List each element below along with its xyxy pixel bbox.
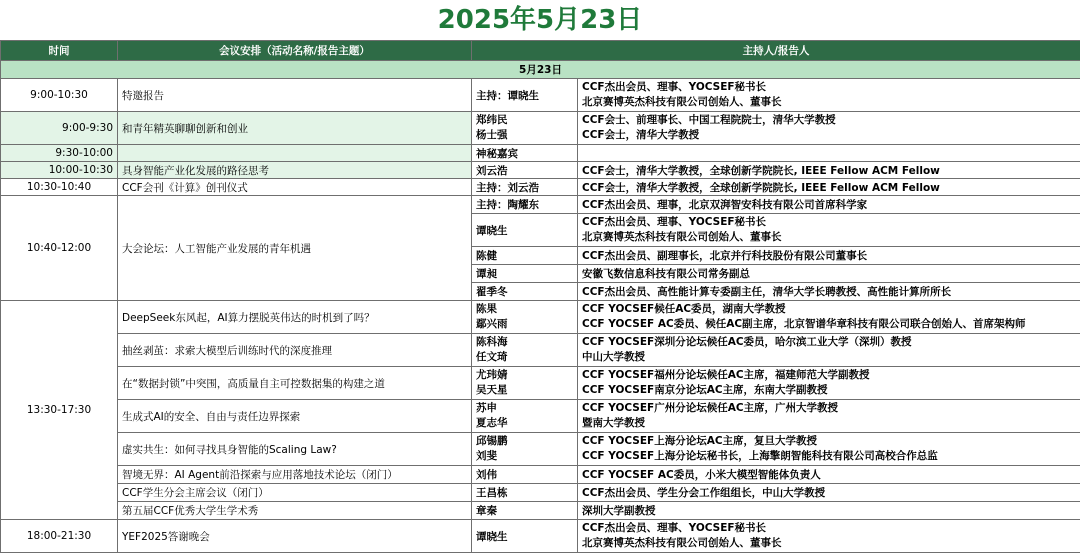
host-title-line: 暨南大学教授 bbox=[582, 417, 645, 429]
host-title-line: CCF YOCSEF上海分论坛秘书长，上海擎朗智能科技有限公司高校合作总监 bbox=[582, 450, 938, 462]
host-title-cell: CCF杰出会员、理事，北京双湃智安科技有限公司首席科学家 bbox=[578, 196, 1080, 214]
table-row bbox=[1, 334, 1080, 367]
host-title-cell bbox=[578, 112, 1080, 145]
host-title-line: CCF杰出会员、理事、YOCSEF秘书长 bbox=[582, 521, 767, 534]
host-title-line: CCF会士、前理事长、中国工程院院士，清华大学教授 bbox=[582, 113, 836, 126]
host-title-cell: CCF YOCSEF AC委员，小米大模型智能体负责人 bbox=[578, 466, 1080, 484]
day-label: 5月23日 bbox=[1, 61, 1080, 79]
host-title-line: CCF YOCSEF福州分论坛候任AC主席，福建师范大学副教授 bbox=[582, 368, 870, 381]
host-name-cell: 谭晓生 bbox=[472, 520, 578, 553]
agenda-cell: YEF2025答谢晚会 bbox=[118, 520, 472, 553]
table-row bbox=[1, 433, 1080, 466]
host-title-cell: CCF杰出会员、副理事长，北京并行科技股份有限公司董事长 bbox=[578, 247, 1080, 265]
time-cell: 13:30-17:30 bbox=[1, 301, 118, 520]
host-name-line: 夏志华 bbox=[476, 417, 508, 429]
host-title-line: 北京赛博英杰科技有限公司创始人、董事长 bbox=[582, 537, 782, 549]
host-title-line: CCF YOCSEF广州分论坛候任AC主席，广州大学教授 bbox=[582, 401, 839, 414]
header-agenda: 会议安排（活动名称/报告主题） bbox=[118, 41, 472, 61]
host-name-line: 尤玮婧 bbox=[476, 368, 508, 381]
host-name-line: 鄢兴雨 bbox=[476, 318, 508, 330]
host-title-line: CCF杰出会员、理事、YOCSEF秘书长 bbox=[582, 215, 767, 228]
host-title-cell bbox=[578, 145, 1080, 162]
host-name-cell: 谭昶 bbox=[472, 265, 578, 283]
host-title-cell bbox=[578, 367, 1080, 400]
page-title: 2025年5月23日 bbox=[437, 5, 643, 35]
host-title-cell bbox=[578, 214, 1080, 247]
host-title-line: 北京赛博英杰科技有限公司创始人、董事长 bbox=[582, 231, 782, 243]
host-name-cell: 主持：陶耀东 bbox=[472, 196, 578, 214]
table-row bbox=[1, 367, 1080, 400]
host-title-cell bbox=[578, 400, 1080, 433]
host-name-line: 刘斐 bbox=[476, 450, 497, 462]
host-title-line: CCF YOCSEF候任AC委员，湖南大学教授 bbox=[582, 302, 786, 315]
time-cell: 18:00-21:30 bbox=[1, 520, 118, 553]
table-row bbox=[1, 179, 1080, 196]
time-cell: 9:00-10:30 bbox=[1, 79, 118, 112]
host-title-cell bbox=[578, 520, 1080, 553]
agenda-cell: 在“数据封锁”中突围，高质量自主可控数据集的构建之道 bbox=[118, 367, 472, 400]
agenda-cell: CCF会刊《计算》创刊仪式 bbox=[118, 179, 472, 196]
agenda-cell: 和青年精英聊聊创新和创业 bbox=[118, 112, 472, 145]
host-title-line: 北京赛博英杰科技有限公司创始人、董事长 bbox=[582, 96, 782, 108]
host-title-cell bbox=[578, 79, 1080, 112]
host-name-line: 杨士强 bbox=[476, 129, 508, 141]
agenda-cell: CCF学生分会主席会议（闭门） bbox=[118, 484, 472, 502]
host-title-cell bbox=[578, 301, 1080, 334]
host-name-line: 任文琦 bbox=[476, 351, 508, 363]
header-host: 主持人/报告人 bbox=[472, 41, 1080, 61]
host-title-line: CCF YOCSEF南京分论坛AC主席，东南大学副教授 bbox=[582, 384, 828, 396]
agenda-cell: 第五届CCF优秀大学生学术秀 bbox=[118, 502, 472, 520]
host-title-cell: CCF会士，清华大学教授，全球创新学院院长, IEEE Fellow ACM Fellow bbox=[578, 179, 1080, 196]
host-title-line: CCF YOCSEF上海分论坛AC主席，复旦大学教授 bbox=[582, 434, 818, 447]
host-name-line: 邱锡鹏 bbox=[476, 434, 508, 447]
header-row bbox=[1, 41, 1080, 61]
table-row bbox=[1, 112, 1080, 145]
agenda-cell: 生成式AI的安全、自由与责任边界探索 bbox=[118, 400, 472, 433]
host-name-line: 陈科海 bbox=[476, 335, 508, 348]
host-name-line: 陈果 bbox=[476, 302, 497, 315]
table-row bbox=[1, 79, 1080, 112]
agenda-cell: DeepSeek东风起，AI算力摆脱英伟达的时机到了吗？ bbox=[118, 301, 472, 334]
host-title-line: CCF杰出会员、理事、YOCSEF秘书长 bbox=[582, 80, 767, 93]
host-name-line: 吴天星 bbox=[476, 384, 508, 396]
host-title-cell bbox=[578, 433, 1080, 466]
host-title-cell: 深圳大学副教授 bbox=[578, 502, 1080, 520]
host-name-cell: 主持：谭晓生 bbox=[472, 79, 578, 112]
host-name-cell: 陈健 bbox=[472, 247, 578, 265]
host-name-cell: 谭晓生 bbox=[472, 214, 578, 247]
host-name-cell: 神秘嘉宾 bbox=[472, 145, 578, 162]
host-name-cell: 刘伟 bbox=[472, 466, 578, 484]
table-row bbox=[1, 196, 1080, 214]
host-title-line: CCF会士，清华大学教授 bbox=[582, 129, 700, 141]
agenda-cell: 抽丝剥茧：求索大模型后训练时代的深度推理 bbox=[118, 334, 472, 367]
agenda-cell: 大会论坛：人工智能产业发展的青年机遇 bbox=[118, 196, 472, 301]
host-title-line: 中山大学教授 bbox=[582, 351, 645, 363]
host-name-cell bbox=[472, 334, 578, 367]
host-name-cell bbox=[472, 433, 578, 466]
host-title-cell: CCF会士，清华大学教授，全球创新学院院长, IEEE Fellow ACM Fellow bbox=[578, 162, 1080, 179]
host-title-line: CCF YOCSEF AC委员、候任AC副主席，北京智谱华章科技有限公司联合创始人、首席架构师 bbox=[582, 318, 1026, 330]
table-row bbox=[1, 466, 1080, 484]
host-title-line: CCF YOCSEF深圳分论坛候任AC委员，哈尔滨工业大学（深圳）教授 bbox=[582, 335, 912, 348]
schedule-table bbox=[0, 40, 1080, 553]
host-title-cell: CCF杰出会员、高性能计算专委副主任，清华大学长聘教授、高性能计算所所长 bbox=[578, 283, 1080, 301]
table-row bbox=[1, 400, 1080, 433]
table-row bbox=[1, 520, 1080, 553]
time-cell: 10:30-10:40 bbox=[1, 179, 118, 196]
host-name-cell bbox=[472, 301, 578, 334]
agenda-cell: 虚实共生：如何寻找具身智能的Scaling Law? bbox=[118, 433, 472, 466]
host-name-cell bbox=[472, 112, 578, 145]
day-row bbox=[1, 61, 1080, 79]
host-title-cell: CCF杰出会员、学生分会工作组组长，中山大学教授 bbox=[578, 484, 1080, 502]
table-row bbox=[1, 484, 1080, 502]
time-cell: 9:30-10:00 bbox=[1, 145, 118, 162]
table-row bbox=[1, 301, 1080, 334]
host-name-cell bbox=[472, 400, 578, 433]
host-title-cell bbox=[578, 334, 1080, 367]
host-name-cell: 翟季冬 bbox=[472, 283, 578, 301]
host-name-cell: 刘云浩 bbox=[472, 162, 578, 179]
agenda-cell: 智境无界：AI Agent前沿探索与应用落地技术论坛（闭门） bbox=[118, 466, 472, 484]
host-name-line: 苏申 bbox=[476, 401, 497, 414]
table-row bbox=[1, 502, 1080, 520]
host-name-line: 郑纬民 bbox=[476, 113, 508, 126]
host-title-cell: 安徽飞数信息科技有限公司常务副总 bbox=[578, 265, 1080, 283]
host-name-cell: 章秦 bbox=[472, 502, 578, 520]
time-cell: 9:00-9:30 bbox=[1, 112, 118, 145]
host-name-cell bbox=[472, 367, 578, 400]
agenda-cell: 特邀报告 bbox=[118, 79, 472, 112]
time-cell: 10:40-12:00 bbox=[1, 196, 118, 301]
agenda-cell bbox=[118, 145, 472, 162]
host-name-cell: 主持：刘云浩 bbox=[472, 179, 578, 196]
table-row bbox=[1, 145, 1080, 162]
host-name-cell: 王昌栋 bbox=[472, 484, 578, 502]
header-time: 时间 bbox=[1, 41, 118, 61]
time-cell: 10:00-10:30 bbox=[1, 162, 118, 179]
agenda-cell: 具身智能产业化发展的路径思考 bbox=[118, 162, 472, 179]
table-row bbox=[1, 162, 1080, 179]
